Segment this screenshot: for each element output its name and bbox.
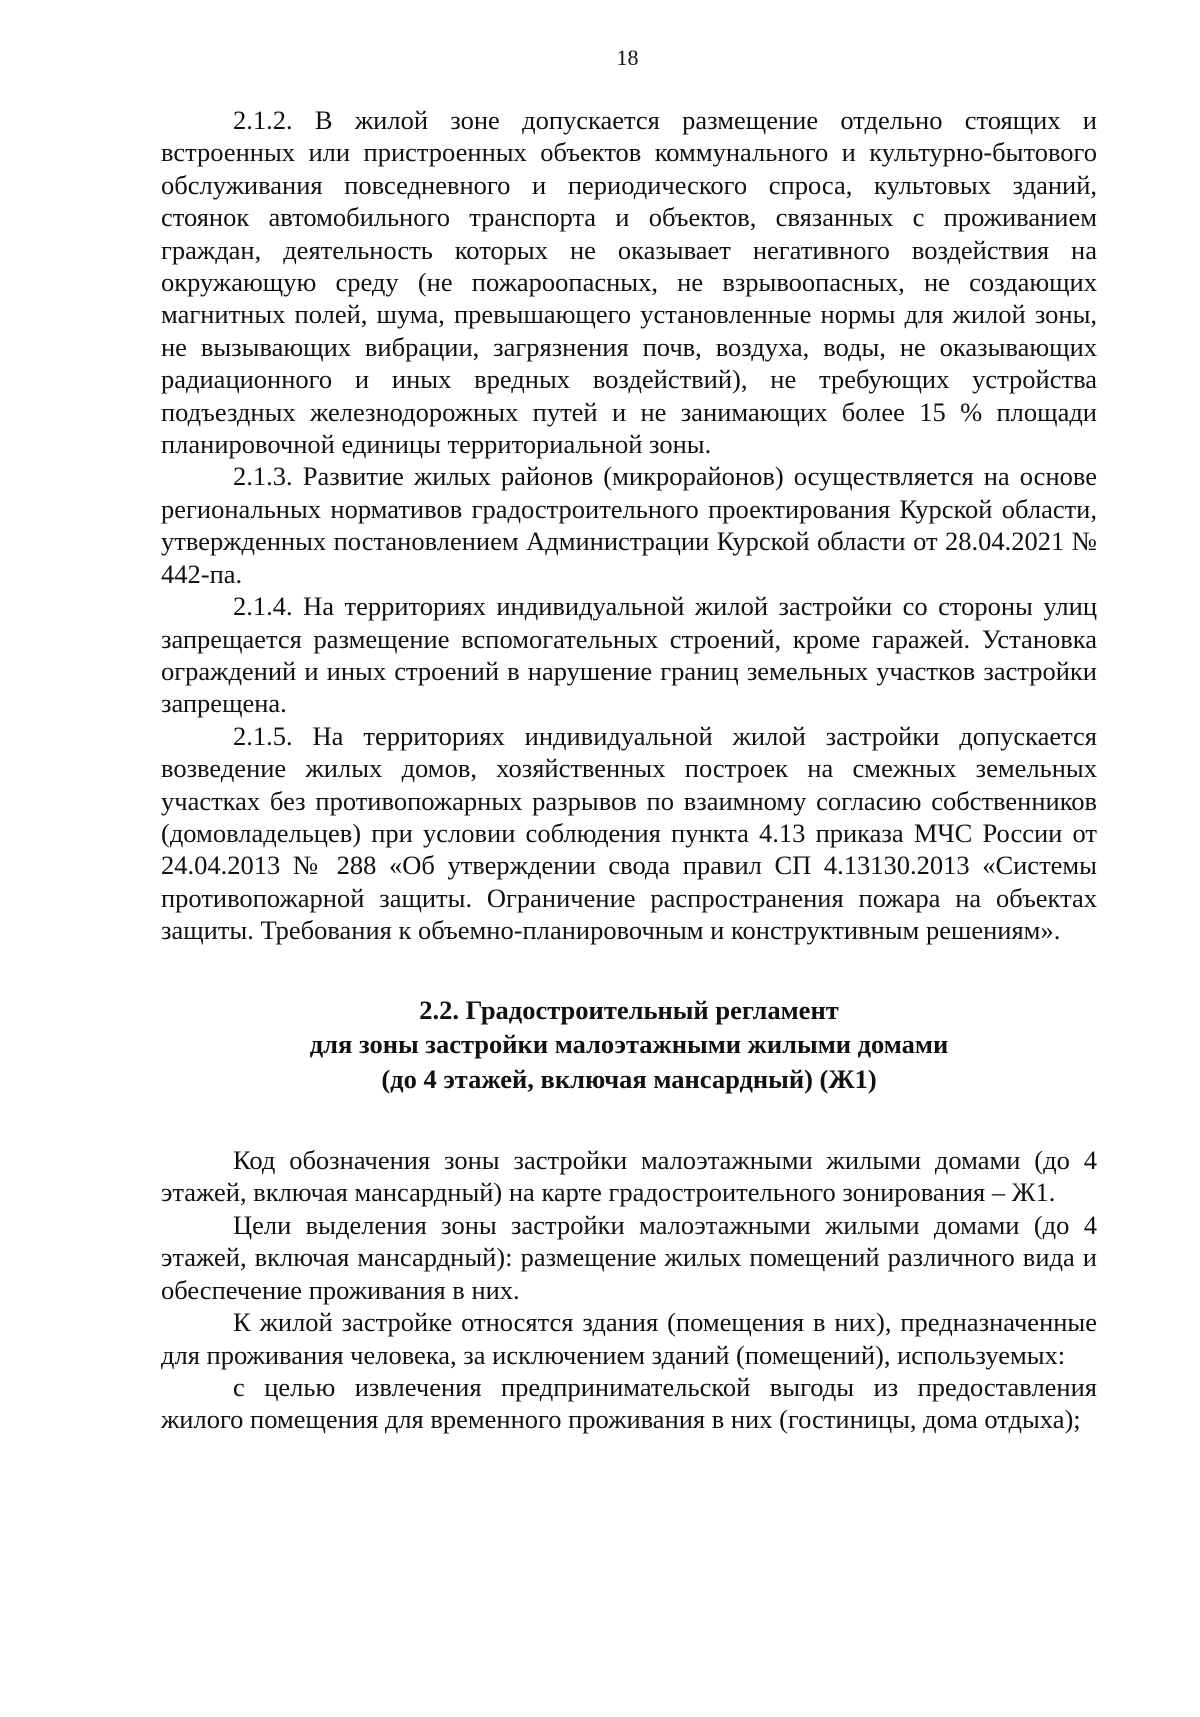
paragraph-2-1-5: 2.1.5. На территориях индивидуальной жилой застройки допускается возведение жилых домов, хозяйственных построек на смежных земельных участках без противопожарных разрывов по взаимному согласию собственников (домовладельцев) при условии соблюдения пункта 4.13 приказа МЧС России от 24.04.2013 № 288 «Об утверждении свода правил СП 4.13130.2013 «Системы противопожарной защиты. Ограничение распространения пожара на объектах защиты. Требования к объемно-планировочным и конструктивным решениям». [161, 720, 1097, 946]
paragraph-zone-goals: Цели выделения зоны застройки малоэтажными жилыми домами (до 4 этажей, включая мансардный): размещение жилых помещений различного вида и обеспечение проживания в них. [161, 1209, 1097, 1305]
paragraph-zone-code: Код обозначения зоны застройки малоэтажными жилыми домами (до 4 этажей, включая мансардный) на карте градостроительного зонирования – Ж1. [161, 1145, 1097, 1208]
section-heading-2-2 [161, 993, 1097, 1097]
page-number: 18 [616, 45, 639, 70]
paragraph-2-1-4: 2.1.4. На территориях индивидуальной жилой застройки со стороны улиц запрещается размещение вспомогательных строений, кроме гаражей. Установка ограждений и иных строений в нарушение границ земельных участков застройки запрещена. [161, 591, 1097, 719]
document-body [161, 104, 1097, 1436]
paragraph-2-1-2: 2.1.2. В жилой зоне допускается размещение отдельно стоящих и встроенных или пристроенных объектов коммунального и культурно-бытового обслуживания повседневного и периодического спроса, культовых зданий, стоянок автомобильного транспорта и объектов, связанных с проживанием граждан, деятельность которых не оказывает негативного воздействия на окружающую среду (не пожароопасных, не взрывоопасных, не создающих магнитных полей, шума, превышающего установленные нормы для жилой зоны, не вызывающих вибрации, загрязнения почв, воздуха, воды, не оказывающих радиационного и иных вредных воздействий), не требующих устройства подъездных железнодорожных путей и не занимающих более 15 % площади планировочной единицы территориальной зоны. [161, 105, 1097, 460]
heading-line-1: 2.2. Градостроительный регламент [419, 994, 839, 1025]
heading-line-3: (до 4 этажей, включая мансардный) (Ж1) [381, 1063, 877, 1094]
paragraph-residential-definition: К жилой застройке относятся здания (помещения в них), предназначенные для проживания человека, за исключением зданий (помещений), используемых: [161, 1307, 1097, 1370]
heading-line-2: для зоны застройки малоэтажными жилыми домами [309, 1029, 949, 1060]
paragraph-exclusion-item: с целью извлечения предпринимательской выгоды из предоставления жилого помещения для временного проживания в них (гостиницы, дома отдыха); [161, 1371, 1097, 1435]
paragraph-2-1-3: 2.1.3. Развитие жилых районов (микрорайонов) осуществляется на основе региональных нормативов градостроительного проектирования Курской области, утвержденных постановлением Администрации Курской области от 28.04.2021 № 442-па. [161, 461, 1097, 589]
